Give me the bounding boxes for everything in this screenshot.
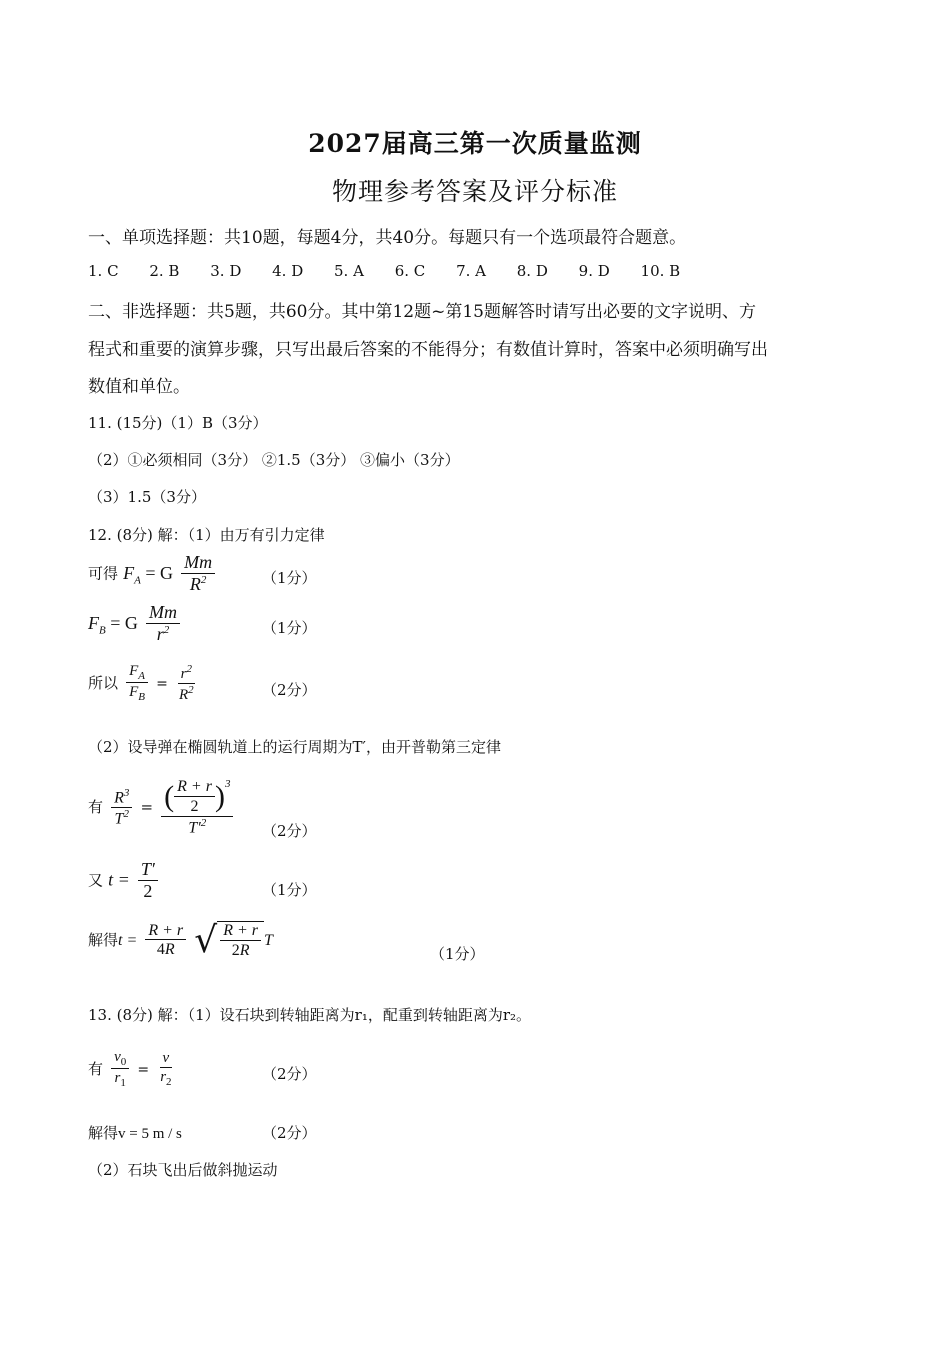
q12-formula-2: $F_B = G$ $\frac{Mm}{r^2}$	[88, 603, 183, 645]
q12-formula-4-score: （2分）	[262, 822, 317, 840]
answer-item: 8. D	[516, 262, 548, 280]
q11-line3: （3）1.5（3分）	[88, 488, 206, 506]
q12-formula-6-score: （1分）	[430, 945, 485, 963]
page-title: 2027届高三第一次质量监测	[308, 129, 642, 158]
answer-item: 3. D	[210, 262, 242, 280]
answer-item: 5. A	[334, 262, 364, 280]
answer-list	[88, 262, 706, 280]
q12-formula-1-score: （1分）	[262, 569, 317, 587]
q12-formula-6: 解得t = $\frac{R + r}{4R}$ √ $\frac{R + r}{2R}$ T	[88, 920, 273, 961]
q12-formula-3-score: （2分）	[262, 681, 317, 699]
answer-item: 10. B	[640, 262, 681, 280]
section2-line2: 程式和重要的演算步骤，只写出最后答案的不能得分；有数值计算时，答案中必须明确写出	[88, 340, 768, 360]
answer-item: 2. B	[149, 262, 180, 280]
answer-item: 6. C	[394, 262, 426, 280]
q13-formula-1: 有 $\frac{v_0}{r_1}$ = $\frac{v}{r_2}$	[88, 1049, 172, 1090]
q13-intro: 13. (8分) 解：（1）设石块到转轴距离为r₁，配重到转轴距离为r₂。	[88, 1006, 532, 1024]
q12-formula-4: 有 $\frac{R^3}{T^2}$ = ( $\frac{R + r}{2}$ ) $^3$ $T'^2$	[88, 778, 236, 837]
q13-formula-2: 解得v = 5 m / s	[88, 1124, 182, 1142]
q12-intro: 12. (8分) 解：（1）由万有引力定律	[88, 526, 325, 544]
q12-formula-3: 所以 $\frac{F_A}{F_B}$ = $\frac{r^2}{R^2}$	[88, 663, 194, 704]
section2-line1: 二、非选择题：共5题，共60分。其中第12题~第15题解答时请写出必要的文字说明、方	[88, 302, 756, 322]
section1-heading: 一、单项选择题：共10题，每题4分，共40分。每题只有一个选项最符合题意。	[88, 228, 687, 248]
answer-item: 4. D	[272, 262, 304, 280]
q11-line1: 11. (15分)（1）B（3分）	[88, 414, 268, 432]
q13-part2: （2）石块飞出后做斜抛运动	[88, 1161, 278, 1179]
section2-line3: 数值和单位。	[88, 377, 190, 397]
answer-item: 9. D	[578, 262, 610, 280]
answer-item: 7. A	[456, 262, 486, 280]
q13-formula-2-score: （2分）	[262, 1124, 317, 1142]
q13-formula-1-score: （2分）	[262, 1065, 317, 1083]
q12-formula-2-score: （1分）	[262, 619, 317, 637]
q12-formula-1: 可得 $F_A = G$ $\frac{Mm}{R^2}$	[88, 553, 218, 595]
q12-formula-5: 又 t = $\frac{T'}{2}$	[88, 860, 161, 902]
q12-part2: （2）设导弹在椭圆轨道上的运行周期为T′，由开普勒第三定律	[88, 738, 501, 756]
answer-item: 1. C	[88, 262, 119, 280]
q11-line2: （2）①必须相同（3分） ②1.5（3分） ③偏小（3分）	[88, 451, 460, 469]
page-subtitle: 物理参考答案及评分标准	[331, 177, 618, 206]
q12-formula-5-score: （1分）	[262, 881, 317, 899]
